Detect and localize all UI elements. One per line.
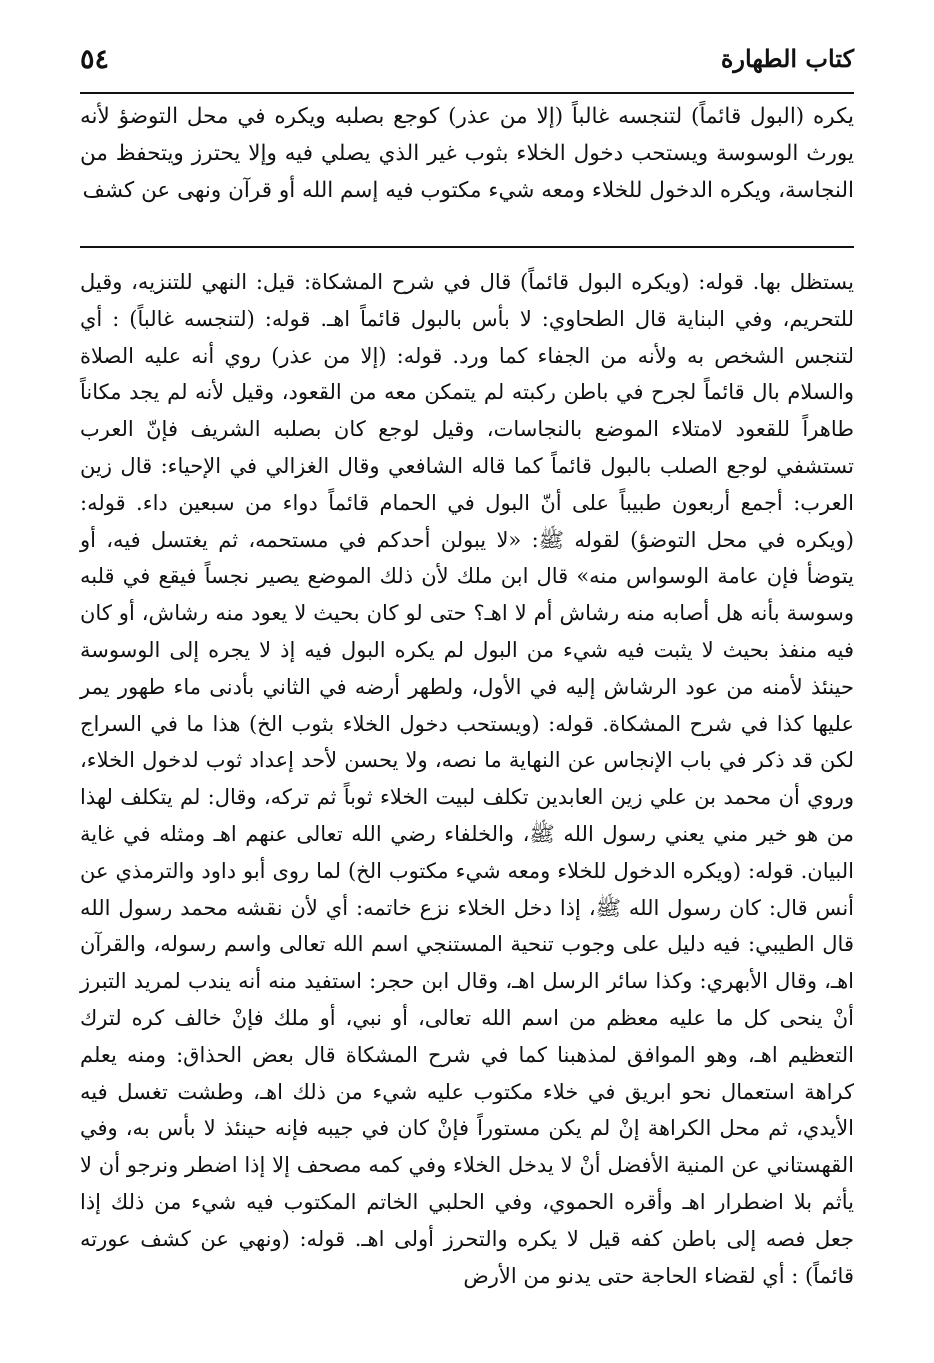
page-number: ٥٤ <box>80 44 110 75</box>
book-title: كتاب الطهارة <box>720 44 854 73</box>
page-header <box>80 36 854 92</box>
commentary-text: يستظل بها. قوله: (ويكره البول قائماً) قال في شرح المشكاة: قيل: النهي للتنزيه، وقيل للتحريم، وفي البناية قال الطحاوي: لا بأس بالبول قائماً اهـ. قوله: (لتنجسه غالباً) : أي لتنجس الشخص به ولأنه من الجفاء كما ورد. قوله: (إلا من عذر) روي أنه عليه الصلاة والسلام بال قائماً لجرح في باطن ركبته لم يتمكن معه من القعود، وقيل لأنه لم يجد مكاناً طاهراً للقعود لامتلاء الموضع بالنجاسات، وقيل لوجع كان بصلبه الشريف فإنّ العرب تستشفي لوجع الصلب بالبول قائماً كما قاله الشافعي وقال الغزالي في الإحياء: قال زين العرب: أجمع أربعون طبيباً على أنّ البول في الحمام قائماً دواء من سبعين داء. قوله: (ويكره في محل التوضؤ) لقوله ﷺ: «لا يبولن أحدكم في مستحمه، ثم يغتسل فيه، أو يتوضأ فإن عامة الوسواس منه» قال ابن ملك لأن ذلك الموضع يصير نجساً فيقع في قلبه وسوسة بأنه هل أصابه منه رشاش أم لا اهـ؟ حتى لو كان بحيث لا يعود منه رشاش، أو كان فيه منفذ بحيث لا يثبت فيه شيء من البول لم يكره البول فيه إذ لا يجره إلى الوسوسة حينئذ لأمنه من عود الرشاش إليه في الأول، ولطهر أرضه في الثاني بأدنى ماء طهور يمر عليها كذا في شرح المشكاة. قوله: (ويستحب دخول الخلاء بثوب الخ) هذا ما في السراج لكن قد ذكر في باب الإنجاس عن النهاية ما نصه، ولا يحسن لأحد إعداد ثوب لدخول الخلاء، وروي أن محمد بن علي زين العابدين تكلف لبيت الخلاء ثوباً ثم تركه، وقال: لم يتكلف لهذا من هو خير مني يعني رسول الله ﷺ، والخلفاء رضي الله تعالى عنهم اهـ ومثله في غاية البيان. قوله: (ويكره الدخول للخلاء ومعه شيء مكتوب الخ) لما روى أبو داود والترمذي عن أنس قال: كان رسول الله ﷺ، إذا دخل الخلاء نزع خاتمه: أي لأن نقشه محمد رسول الله قال الطيبي: فيه دليل على وجوب تنحية المستنجي اسم الله تعالى واسم رسوله، والقرآن اهـ، وقال الأبهري: وكذا سائر الرسل اهـ، وقال ابن حجر: استفيد منه أنه يندب لمريد التبرز أنْ ينحى كل ما عليه معظم من اسم الله تعالى، أو نبي، أو ملك فإنْ خالف كره لترك التعظيم اهـ، وهو الموافق لمذهبنا كما في شرح المشكاة قال بعض الحذاق: ومنه يعلم كراهة استعمال نحو ابريق في خلاء مكتوب عليه شيء من ذلك اهـ، وطشت تغسل فيه الأيدي، ثم محل الكراهة إنْ لم يكن مستوراً فإنْ كان في جيبه فإنه حينئذ لا بأس به، وفي القهستاني عن المنية الأفضل أنْ لا يدخل الخلاء وفي كمه مصحف إلا إذا اضطر ونرجو أن لا يأثم بلا اضطرار اهـ وأقره الحموي، وفي الحلبي الخاتم المكتوب فيه شيء من ذلك إذا جعل فصه إلى باطن كفه قيل لا يكره والتحرز أولى اهـ. قوله: (ونهي عن كشف عورته قائماً) : أي لقضاء الحاجة حتى يدنو من الأرض <box>80 270 854 1288</box>
commentary-divider <box>80 246 854 248</box>
header-divider <box>80 92 854 94</box>
main-text: يكره (البول قائماً) لتنجسه غالباً (إلا من عذر) كوجع بصلبه ويكره في محل التوضؤ لأنه يورث الوسوسة ويستحب دخول الخلاء بثوب غير الذي يصلي فيه وإلا يحترز ويتحفظ من النجاسة، ويكره الدخول للخلاء ومعه شيء مكتوب فيه إسم الله أو قرآن ونهى عن كشف <box>80 104 854 204</box>
